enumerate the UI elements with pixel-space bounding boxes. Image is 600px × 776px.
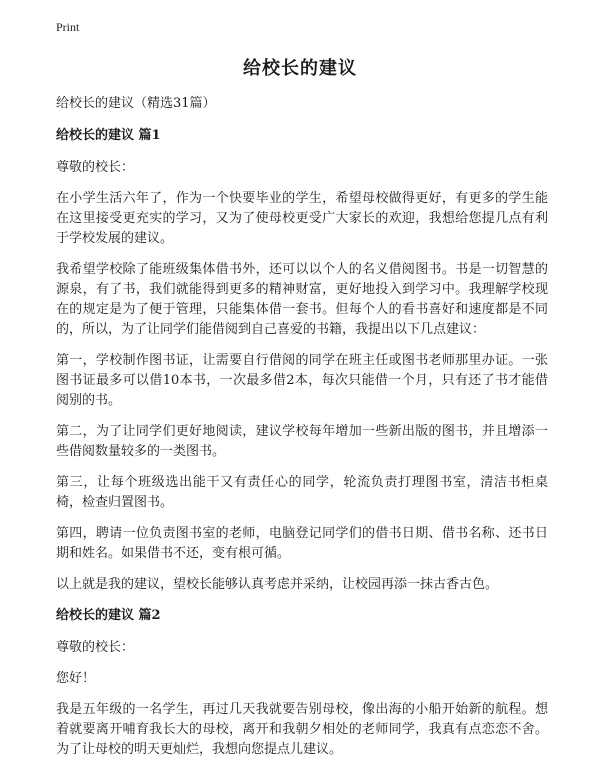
- salutation: 尊敬的校长：: [56, 160, 135, 175]
- section-2: [56, 606, 548, 760]
- paragraph: 以上就是我的建议，望校长能够认真考虑并采纳，让校园再添一抹古香古色。: [56, 577, 499, 592]
- document-body: [56, 94, 548, 771]
- paragraph: 我希望学校除了能班级集体借书外，还可以以个人的名义借阅图书。书是一切智慧的源泉，有了书，我们就能得到更多的精神财富，更好地投入到学习中。我理解学校现在的规定是为了便于管理，只能集体借一套书。但每个人的看书喜好和速度都是不同的，所以，为了让同学们能借阅到自己喜爱的书籍，我提出以下几点建议：: [56, 262, 548, 337]
- document-subtitle: 给校长的建议（精选31篇）: [56, 96, 216, 111]
- section-heading: 给校长的建议 篇2: [56, 608, 161, 623]
- paragraph: 第四，聘请一位负责图书室的老师，电脑登记同学们的借书日期、借书名称、还书日期和姓名。如果借书不还，变有根可循。: [56, 526, 548, 561]
- greeting: 您好！: [56, 671, 96, 686]
- salutation: 尊敬的校长：: [56, 640, 135, 655]
- print-link[interactable]: Print: [56, 20, 80, 34]
- paragraph: 在小学生活六年了，作为一个快要毕业的学生，希望母校做得更好，有更多的学生能在这里接受更充实的学习，又为了使母校更受广大家长的欢迎，我想给您提几点有利于学校发展的建议。: [56, 191, 548, 246]
- page-title: 给校长的建议: [243, 58, 357, 79]
- paragraph: 我是五年级的一名学生，再过几天我就要告别母校，像出海的小船开始新的航程。想着就要离开哺育我长大的母校，离开和我朝夕相处的老师同学，我真有点恋恋不舍。为了让母校的明天更灿烂，我想向您提点儿建议。: [56, 702, 548, 757]
- paragraph: 第二，为了让同学们更好地阅读，建议学校每年增加一些新出版的图书，并且增添一些借阅数量较多的一类图书。: [56, 424, 548, 459]
- paragraph: 第三，让每个班级选出能干又有责任心的同学，轮流负责打理图书室，清洁书柜桌椅，检查归置图书。: [56, 475, 548, 510]
- section-1: [56, 126, 548, 595]
- section-heading: 给校长的建议 篇1: [56, 128, 161, 143]
- paragraph: 第一，学校制作图书证，让需要自行借阅的同学在班主任或图书老师那里办证。一张图书证最多可以借10本书，一次最多借2本，每次只能借一个月，只有还了书才能借阅别的书。: [56, 353, 548, 408]
